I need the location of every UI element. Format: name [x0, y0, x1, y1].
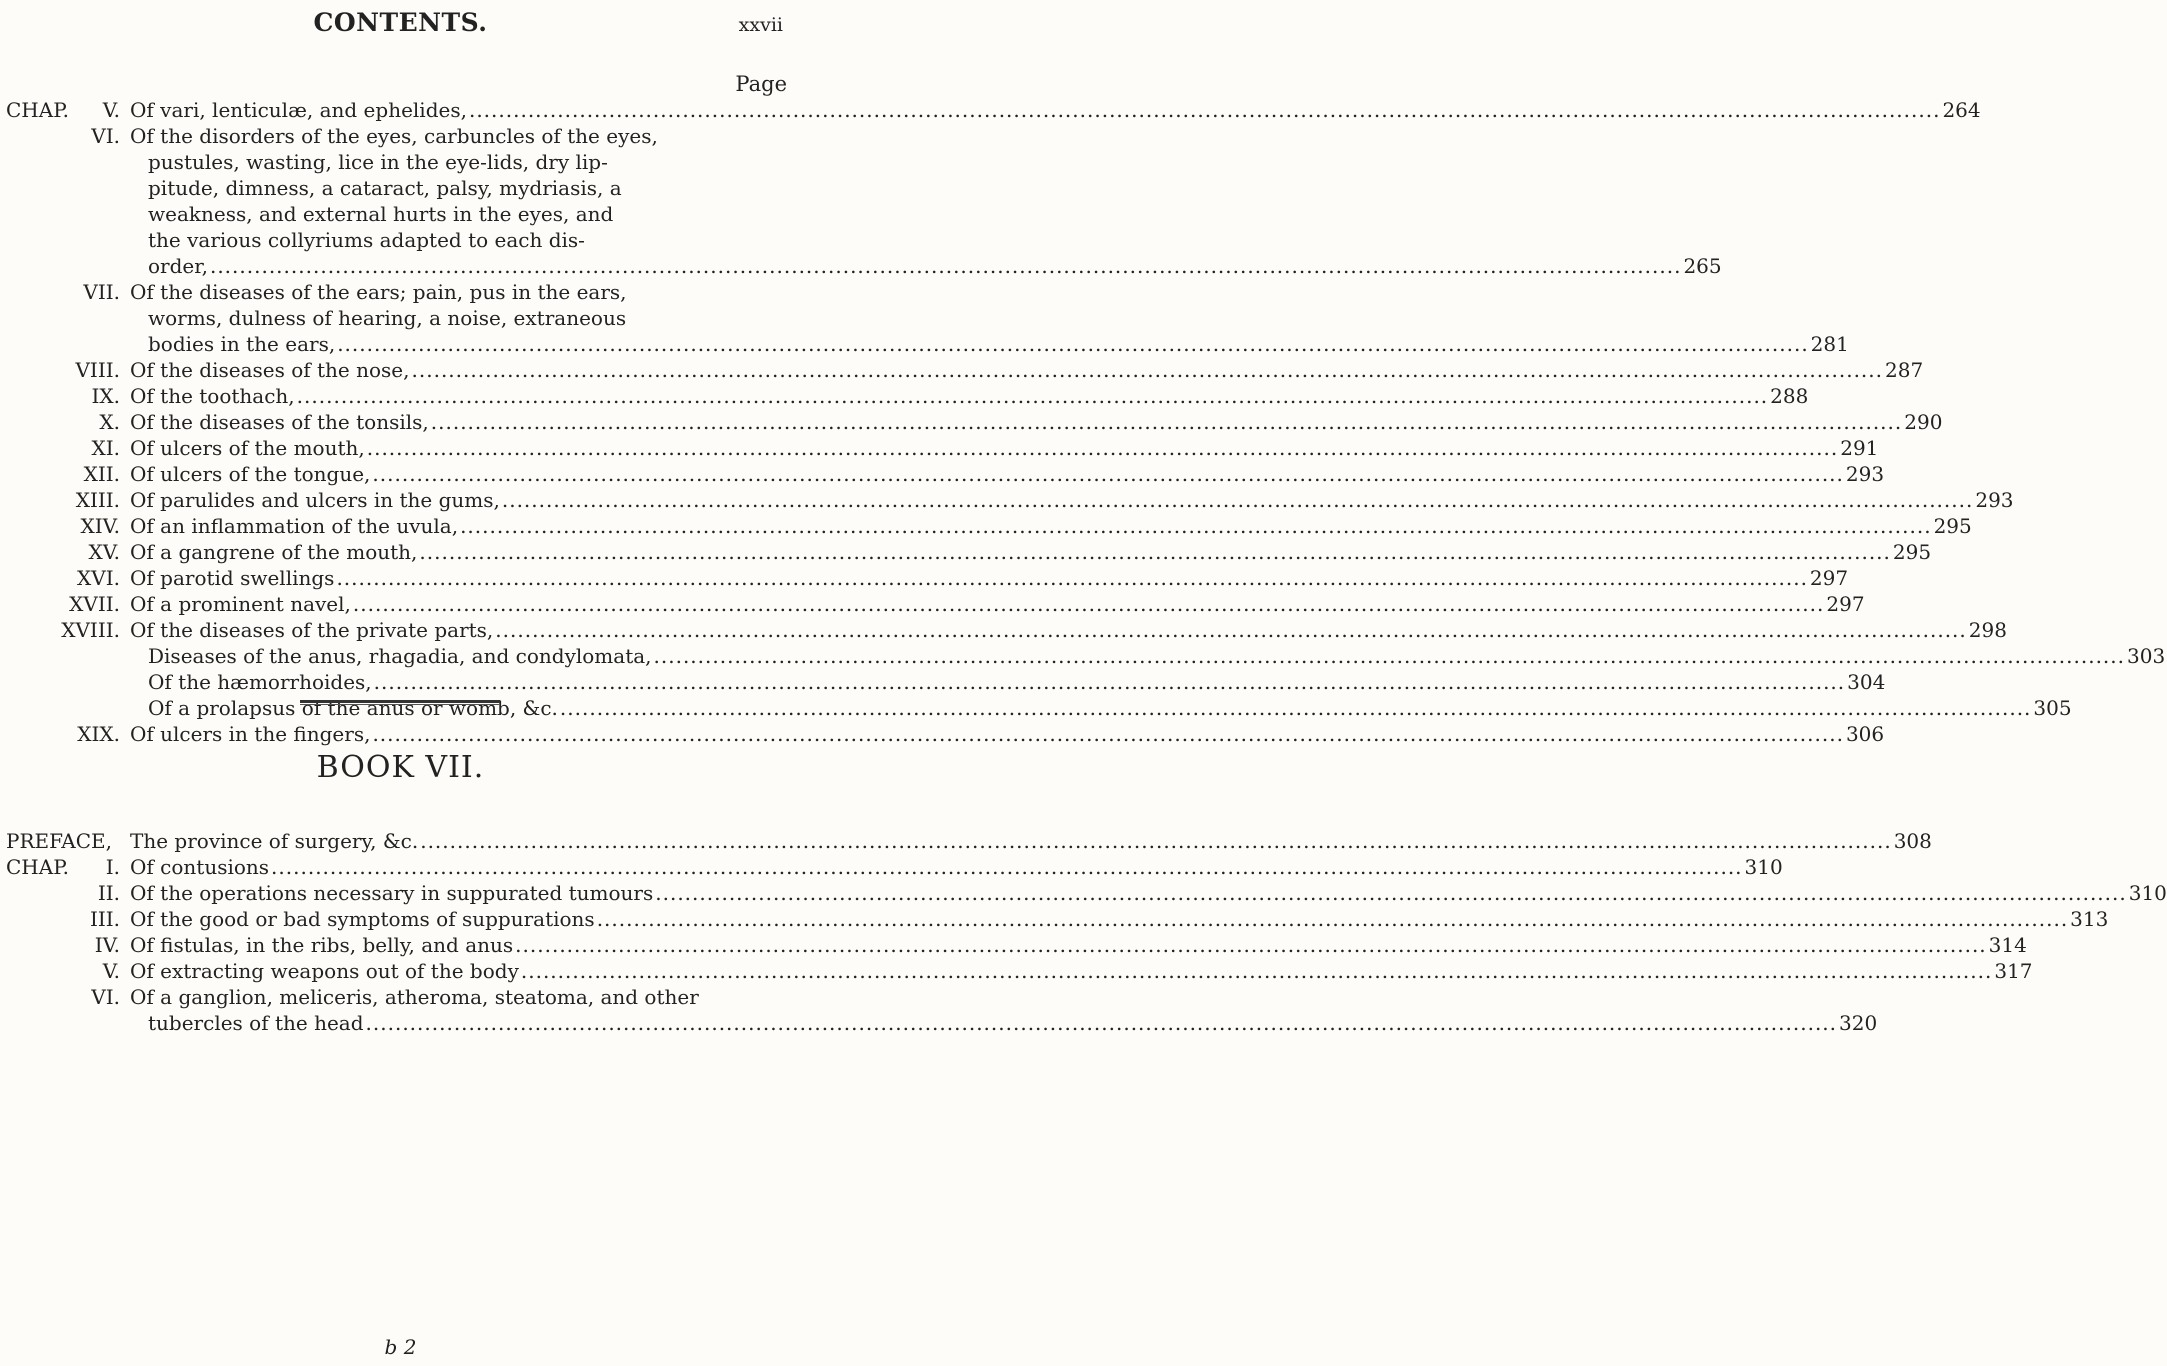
- entry-line: Of an inflammation of the uvula,: [130, 514, 459, 538]
- chapter-number: XVII.: [69, 592, 120, 616]
- entry-last-line: [130, 906, 2109, 932]
- toc-entry: [0, 565, 1849, 591]
- entry-title: [130, 880, 2167, 906]
- dot-leaders: ........................................................................................................................................................................................................: [655, 881, 2127, 905]
- entry-line: pitude, dimness, a cataract, palsy, mydriasis, a: [148, 176, 622, 200]
- toc-entry: [0, 669, 1886, 695]
- entry-line: Of the diseases of the private parts,: [130, 618, 494, 642]
- dot-leaders: ........................................................................................................................................................................................................: [468, 98, 1941, 122]
- dot-leaders: ........................................................................................................................................................................................................: [495, 618, 1967, 642]
- page-number: 295: [1933, 514, 1972, 538]
- chapter-number: II.: [97, 881, 120, 905]
- entry-last-line: [130, 539, 1932, 565]
- toc-entry: [0, 487, 2014, 513]
- page-number: 308: [1893, 829, 1932, 853]
- dot-leaders: ........................................................................................................................................................................................................: [373, 670, 1846, 694]
- entry-last-line: [148, 669, 1886, 695]
- entry-title: [130, 539, 1932, 565]
- dot-leaders: ........................................................................................................................................................................................................: [460, 514, 1932, 538]
- chapter-number: IX.: [91, 384, 120, 408]
- toc-entry: [0, 721, 1885, 747]
- dot-leaders: ........................................................................................................................................................................................................: [559, 696, 2032, 720]
- entry-line: Of the diseases of the ears; pain, pus in the ears,: [130, 280, 627, 304]
- chapter-number: I.: [105, 855, 120, 879]
- dot-leaders: ........................................................................................................................................................................................................: [365, 1011, 1838, 1035]
- entry-line: Of parulides and ulcers in the gums,: [130, 488, 500, 512]
- dot-leaders: ........................................................................................................................................................................................................: [352, 592, 1825, 616]
- chapter-number: XIII.: [75, 488, 120, 512]
- toc-entry: [0, 435, 1879, 461]
- page-column-label: Page: [735, 72, 787, 96]
- dot-leaders: ........................................................................................................................................................................................................: [420, 829, 1892, 853]
- entry-line: Of the hæmorrhoides,: [148, 670, 372, 694]
- entry-line: Of the diseases of the nose,: [130, 358, 410, 382]
- toc-entry: [0, 591, 1865, 617]
- toc-entry: [0, 123, 1722, 279]
- page-number: 265: [1683, 254, 1722, 278]
- entry-title: [130, 854, 1783, 880]
- entry-title: [148, 695, 2072, 721]
- toc-entry: [0, 828, 1932, 854]
- chapter-number: XI.: [91, 436, 120, 460]
- entry-last-line: [130, 721, 1885, 747]
- dot-leaders: ........................................................................................................................................................................................................: [520, 959, 1993, 983]
- entry-line: Diseases of the anus, rhagadia, and condylomata,: [148, 644, 652, 668]
- entry-last-line: [130, 617, 2007, 643]
- entry-last-line: [130, 435, 1879, 461]
- entry-last-line: [148, 643, 2166, 669]
- entry-line: order,: [148, 254, 208, 278]
- toc-entry: [0, 97, 1981, 123]
- chapter-number: XIV.: [80, 514, 120, 538]
- dot-leaders: ........................................................................................................................................................................................................: [419, 540, 1891, 564]
- page-number: 281: [1810, 332, 1849, 356]
- entry-last-line: [130, 880, 2167, 906]
- toc-entry: [0, 279, 1849, 357]
- dot-leaders: ........................................................................................................................................................................................................: [653, 644, 2125, 668]
- page-number: 304: [1847, 670, 1886, 694]
- entry-last-line: [130, 1010, 1878, 1036]
- toc-entry: [0, 643, 2166, 669]
- toc-entry: [0, 932, 2027, 958]
- dot-leaders: ........................................................................................................................................................................................................: [596, 907, 2069, 931]
- dot-leaders: ........................................................................................................................................................................................................: [430, 410, 1903, 434]
- dot-leaders: ........................................................................................................................................................................................................: [501, 488, 1974, 512]
- entry-line: Of parotid swellings: [130, 566, 335, 590]
- running-title: CONTENTS.: [313, 8, 488, 37]
- toc-entry: [0, 357, 1924, 383]
- page-number: 305: [2033, 696, 2072, 720]
- chapter-number: VII.: [83, 280, 120, 304]
- entry-line: Of the diseases of the tonsils,: [130, 410, 429, 434]
- entry-last-line: [130, 513, 1972, 539]
- page-number: 293: [1975, 488, 2014, 512]
- entry-line: worms, dulness of hearing, a noise, extraneous: [148, 306, 627, 330]
- dot-leaders: ........................................................................................................................................................................................................: [515, 933, 1987, 957]
- entry-line: Of ulcers of the mouth,: [130, 436, 365, 460]
- page-number: 298: [1968, 618, 2007, 642]
- toc-entry: [0, 854, 1783, 880]
- entry-title: [130, 357, 1924, 383]
- page-number: 295: [1892, 540, 1932, 564]
- chapter-number: VI.: [91, 985, 120, 1009]
- entry-line: the various collyriums adapted to each dis-: [148, 228, 585, 252]
- entry-title: [130, 617, 2007, 643]
- page-number: 288: [1770, 384, 1809, 408]
- entry-line: weakness, and external hurts in the eyes, and: [148, 202, 614, 226]
- entry-last-line: [130, 854, 1783, 880]
- entry-line: Of a gangrene of the mouth,: [130, 540, 418, 564]
- entry-title: [130, 828, 1932, 854]
- page-number: 297: [1809, 566, 1849, 590]
- signature-mark: b 2: [384, 1335, 417, 1359]
- entry-line: Of the good or bad symptoms of suppurations: [130, 907, 595, 931]
- entry-line: Of the toothach,: [130, 384, 295, 408]
- running-page-number: xxvii: [738, 14, 783, 36]
- entry-last-line: [148, 695, 2072, 721]
- entry-title: [130, 932, 2027, 958]
- running-head: [0, 8, 801, 48]
- book-heading: BOOK VII.: [316, 750, 485, 785]
- entry-title: [130, 513, 1972, 539]
- chapter-number: XVIII.: [61, 618, 120, 642]
- entry-line: Of extracting weapons out of the body: [130, 959, 519, 983]
- entry-line: Of a prolapsus of the anus or womb, &c.: [148, 696, 558, 720]
- toc-entry: [0, 984, 1878, 1036]
- dot-leaders: ........................................................................................................................................................................................................: [372, 722, 1844, 746]
- entry-last-line: [130, 461, 1885, 487]
- entry-last-line: [130, 932, 2027, 958]
- dot-leaders: ........................................................................................................................................................................................................: [209, 254, 1682, 278]
- entry-last-line: [130, 565, 1849, 591]
- chapter-number: XVI.: [77, 566, 120, 590]
- page-number: 320: [1839, 1011, 1878, 1035]
- entry-title: [148, 669, 1886, 695]
- chapter-number: XIX.: [77, 722, 120, 746]
- page-number: 303: [2127, 644, 2166, 668]
- entry-title: [130, 279, 1849, 357]
- entry-line: Of the disorders of the eyes, carbuncles of the eyes,: [130, 124, 658, 148]
- entry-line: bodies in the ears,: [148, 332, 336, 356]
- page-number: 317: [1994, 959, 2033, 983]
- contents-list-book-vi: [0, 97, 2166, 747]
- entry-last-line: [130, 97, 1981, 123]
- toc-entry: [0, 383, 1809, 409]
- entry-line: Of vari, lenticulæ, and ephelides,: [130, 98, 467, 122]
- entry-title: [130, 435, 1879, 461]
- page-number: 310: [1744, 855, 1783, 879]
- entry-line: Of fistulas, in the ribs, belly, and anus: [130, 933, 514, 957]
- chapter-prefix: PREFACE,: [6, 829, 112, 853]
- entry-title: [130, 721, 1885, 747]
- entry-title: [130, 958, 2033, 984]
- entry-last-line: [130, 357, 1924, 383]
- toc-entry: [0, 695, 2072, 721]
- chapter-prefix: CHAP.: [6, 98, 69, 122]
- entry-line: tubercles of the head: [148, 1011, 364, 1035]
- toc-entry: [0, 958, 2033, 984]
- toc-entry: [0, 880, 2167, 906]
- contents-list-book-vii: [0, 828, 2167, 1036]
- entry-line: The province of surgery, &c.: [130, 829, 419, 853]
- page-number: 306: [1845, 722, 1885, 746]
- page-number: 310: [2128, 881, 2167, 905]
- entry-title: [130, 461, 1885, 487]
- dot-leaders: ........................................................................................................................................................................................................: [336, 566, 1808, 590]
- entry-line: Of a prominent navel,: [130, 592, 351, 616]
- entry-line: Of ulcers in the fingers,: [130, 722, 371, 746]
- entry-line: Of ulcers of the tongue,: [130, 462, 371, 486]
- chapter-prefix: CHAP.: [6, 855, 69, 879]
- entry-line: Of a ganglion, meliceris, atheroma, steatoma, and other: [130, 985, 699, 1009]
- entry-last-line: [130, 383, 1809, 409]
- dot-leaders: ........................................................................................................................................................................................................: [366, 436, 1839, 460]
- toc-entry: [0, 461, 1885, 487]
- entry-title: [130, 409, 1943, 435]
- entry-last-line: [130, 828, 1932, 854]
- entry-title: [130, 383, 1809, 409]
- page-number: 287: [1885, 358, 1924, 382]
- dot-leaders: ........................................................................................................................................................................................................: [296, 384, 1769, 408]
- toc-entry: [0, 539, 1932, 565]
- chapter-number: X.: [99, 410, 120, 434]
- page-number: 297: [1826, 592, 1865, 616]
- entry-title: [130, 984, 1878, 1036]
- page-number: 291: [1840, 436, 1879, 460]
- dot-leaders: ........................................................................................................................................................................................................: [271, 855, 1743, 879]
- entry-last-line: [130, 487, 2014, 513]
- chapter-number: XII.: [83, 462, 120, 486]
- entry-last-line: [130, 591, 1865, 617]
- chapter-number: VI.: [91, 124, 120, 148]
- toc-entry: [0, 617, 2007, 643]
- page-number: 313: [2070, 907, 2109, 931]
- entry-title: [148, 643, 2166, 669]
- chapter-number: V.: [102, 98, 120, 122]
- entry-title: [130, 906, 2109, 932]
- entry-last-line: [130, 958, 2033, 984]
- dot-leaders: ........................................................................................................................................................................................................: [372, 462, 1844, 486]
- chapter-number: IV.: [94, 933, 120, 957]
- entry-last-line: [130, 409, 1943, 435]
- entry-title: [130, 123, 1722, 279]
- entry-title: [130, 487, 2014, 513]
- dot-leaders: ........................................................................................................................................................................................................: [411, 358, 1883, 382]
- chapter-number: III.: [89, 907, 120, 931]
- chapter-number: XV.: [88, 540, 120, 564]
- toc-entry: [0, 906, 2109, 932]
- dot-leaders: ........................................................................................................................................................................................................: [337, 332, 1809, 356]
- entry-line: pustules, wasting, lice in the eye-lids, dry lip-: [148, 150, 608, 174]
- section-divider-rule: [300, 700, 500, 705]
- entry-title: [130, 565, 1849, 591]
- toc-entry: [0, 513, 1972, 539]
- entry-title: [130, 591, 1865, 617]
- entry-last-line: [130, 331, 1849, 357]
- entry-line: Of the operations necessary in suppurated tumours: [130, 881, 654, 905]
- toc-entry: [0, 409, 1943, 435]
- page-number: 264: [1942, 98, 1981, 122]
- entry-last-line: [130, 253, 1722, 279]
- chapter-number: V.: [102, 959, 120, 983]
- page-number: 293: [1845, 462, 1885, 486]
- page-number: 314: [1988, 933, 2027, 957]
- chapter-number: VIII.: [75, 358, 120, 382]
- page-number: 290: [1904, 410, 1943, 434]
- entry-line: Of contusions: [130, 855, 270, 879]
- entry-title: [130, 97, 1981, 123]
